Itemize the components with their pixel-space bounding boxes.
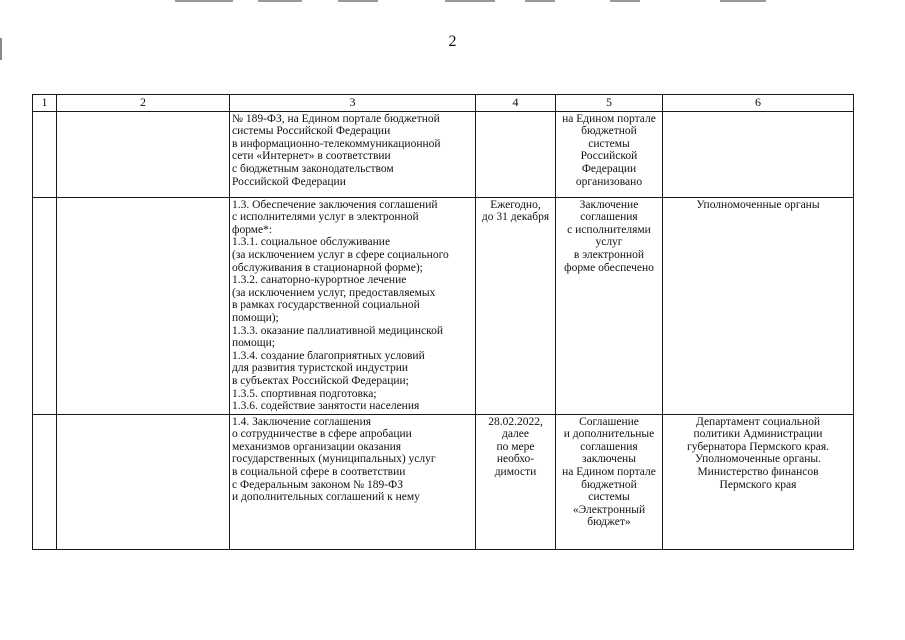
table-header-row xyxy=(33,95,854,112)
cell-deadline: Ежегодно, до 31 декабря xyxy=(476,197,556,414)
cell-measure: № 189-ФЗ, на Едином портале бюджетной системы Российской Федерации в информационно-телекоммуникационной сети «Интернет» в соответствии с бюджетным законодательством Российской Федерации xyxy=(230,111,476,197)
cell-goal xyxy=(57,111,230,197)
table-row xyxy=(33,111,854,197)
scan-mark xyxy=(720,0,766,2)
cell-responsible xyxy=(663,111,854,197)
cell-result: Заключение соглашения с исполнителями услуг в электронной форме обеспечено xyxy=(556,197,663,414)
header-col-6: 6 xyxy=(663,95,854,112)
cell-number xyxy=(33,197,57,414)
cell-goal xyxy=(57,197,230,414)
header-col-1: 1 xyxy=(33,95,57,112)
cell-goal xyxy=(57,414,230,549)
scan-mark xyxy=(175,0,233,2)
scan-mark xyxy=(258,0,302,2)
cell-result: Соглашение и дополнительные соглашения заключены на Едином портале бюджетной системы «Электронный бюджет» xyxy=(556,414,663,549)
table-row xyxy=(33,414,854,549)
scan-mark xyxy=(525,0,555,2)
header-col-5: 5 xyxy=(556,95,663,112)
scan-mark xyxy=(445,0,495,2)
cell-responsible: Департамент социальной политики Администрации губернатора Пермского края. Уполномоченные органы. Министерство финансов Пермского края xyxy=(663,414,854,549)
header-col-4: 4 xyxy=(476,95,556,112)
cell-measure: 1.3. Обеспечение заключения соглашений с исполнителями услуг в электронной форме*: 1.3.1. социальное обслуживание (за исключением услуг в сфере социального обслуживания в стационарной форме); 1.3.2. санаторно-курортное лечение (за исключением услуг, предоставляемых в рамках государственной социальной помощи); 1.3.3. оказание паллиативной медицинской помощи; 1.3.4. создание благоприятных условий для развития туристской индустрии в субъектах Российской Федерации; 1.3.5. спортивная подготовка; 1.3.6. содействие занятости населения xyxy=(230,197,476,414)
scan-mark xyxy=(338,0,378,2)
header-col-2: 2 xyxy=(57,95,230,112)
table-row xyxy=(33,197,854,414)
cell-responsible: Уполномоченные органы xyxy=(663,197,854,414)
cell-deadline xyxy=(476,111,556,197)
cell-number xyxy=(33,414,57,549)
page-number: 2 xyxy=(448,33,457,50)
plan-table xyxy=(32,94,854,550)
cell-number xyxy=(33,111,57,197)
cell-deadline: 28.02.2022, далее по мере необхо- димости xyxy=(476,414,556,549)
scan-mark xyxy=(610,0,640,2)
header-col-3: 3 xyxy=(230,95,476,112)
cell-result: на Едином портале бюджетной системы Российской Федерации организовано xyxy=(556,111,663,197)
cell-measure: 1.4. Заключение соглашения о сотрудничестве в сфере апробации механизмов организации оказания государственных (муниципальных) услуг в социальной сфере в соответствии с Федеральным законом № 189-ФЗ и дополнительных соглашений к нему xyxy=(230,414,476,549)
